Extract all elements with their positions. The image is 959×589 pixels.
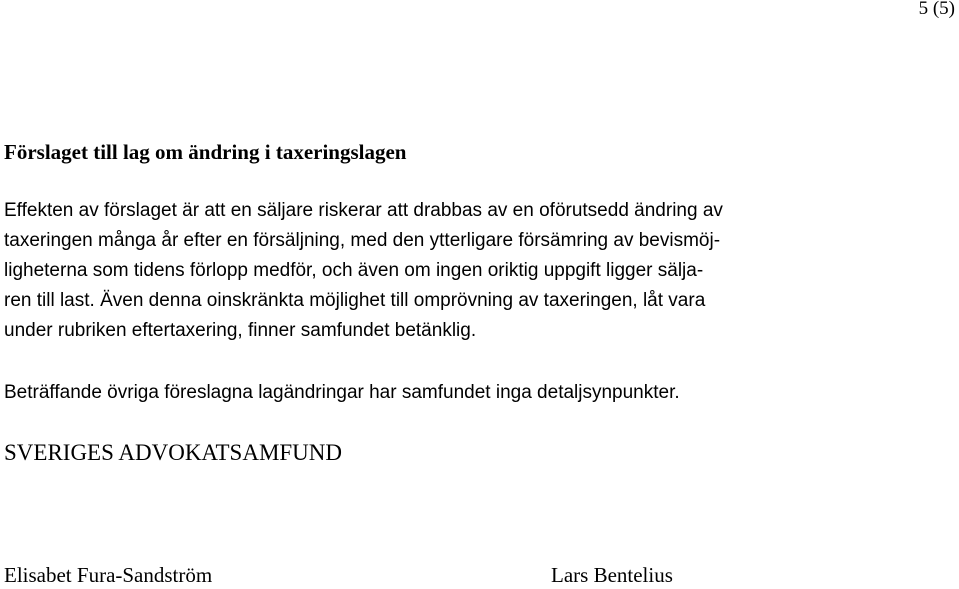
body-paragraph-effect — [4, 196, 949, 346]
page-number: 5 (5) — [918, 0, 955, 19]
paragraph-line: taxeringen många år efter en försäljning, med den ytterligare försämring av bevismöj- — [4, 230, 721, 251]
paragraph-line: ligheterna som tidens förlopp medför, och även om ingen oriktig uppgift ligger sälja- — [4, 260, 704, 281]
paragraph-line: Beträffande övriga föreslagna lagändringar har samfundet inga detaljsynpunkter. — [4, 382, 680, 403]
organization-name: SVERIGES ADVOKATSAMFUND — [4, 440, 343, 465]
paragraph-line: under rubriken eftertaxering, finner samfundet betänklig. — [4, 320, 477, 341]
signature-right: Lars Bentelius — [551, 563, 673, 587]
signature-left: Elisabet Fura-Sandström — [4, 563, 213, 587]
section-heading: Förslaget till lag om ändring i taxeringslagen — [4, 140, 407, 164]
paragraph-line: ren till last. Även denna oinskränkta möjlighet till omprövning av taxeringen, låt vara — [4, 290, 706, 311]
body-paragraph-other-amendments — [4, 378, 949, 408]
paragraph-line: Effekten av förslaget är att en säljare riskerar att drabbas av en oförutsedd ändring av — [4, 200, 723, 221]
